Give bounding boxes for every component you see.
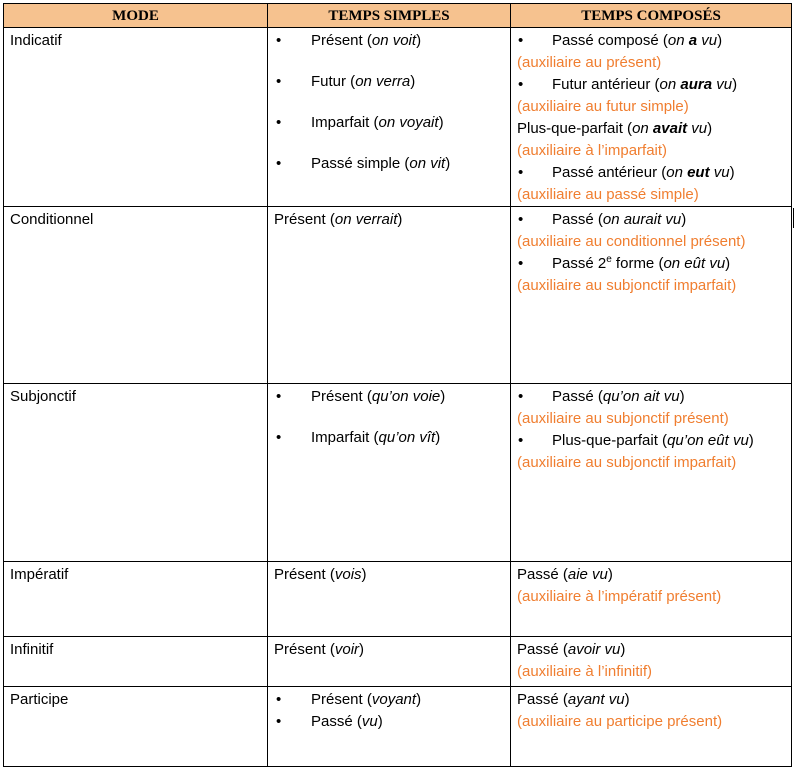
auxiliary-note: (auxiliaire au conditionnel présent) bbox=[517, 233, 746, 250]
list-item: Passé (aie vu) bbox=[517, 566, 613, 583]
list-item: • Imparfait (qu’on vît) bbox=[274, 427, 504, 449]
list-item: • Passé (qu’on ait vu) bbox=[517, 386, 785, 408]
list-item: • Présent (on voit) bbox=[274, 30, 504, 52]
list-item: • Passé (on aurait vu) bbox=[517, 209, 785, 231]
simples-list bbox=[274, 30, 504, 175]
list-item: • Imparfait (on voyait) bbox=[274, 112, 504, 134]
auxiliary-note: (auxiliaire au passé simple) bbox=[517, 186, 699, 203]
header-row bbox=[4, 4, 792, 28]
conjugation-table bbox=[3, 3, 792, 767]
row-imperatif bbox=[4, 562, 792, 637]
simples-cell bbox=[268, 28, 511, 207]
simples-cell bbox=[268, 562, 511, 637]
header-mode: MODE bbox=[4, 4, 268, 28]
table-edge-mark bbox=[793, 208, 794, 228]
list-item: • Futur (on verra) bbox=[274, 71, 504, 93]
composes-cell bbox=[511, 687, 792, 767]
auxiliary-note: (auxiliaire au subjonctif imparfait) bbox=[517, 277, 737, 294]
auxiliary-note: (auxiliaire au présent) bbox=[517, 54, 662, 71]
list-item: • Présent (qu’on voie) bbox=[274, 386, 504, 408]
list-item: • Présent (voyant) bbox=[274, 689, 504, 711]
simples-list bbox=[274, 386, 504, 449]
auxiliary-note: (auxiliaire au participe présent) bbox=[517, 713, 723, 730]
row-conditionnel bbox=[4, 207, 792, 384]
list-item: • Passé composé (on a vu) bbox=[517, 30, 785, 52]
simples-list bbox=[274, 689, 504, 733]
auxiliary-note: (auxiliaire à l’infinitif) bbox=[517, 663, 653, 680]
header-temps-simples: TEMPS SIMPLES bbox=[268, 4, 511, 28]
auxiliary-note: (auxiliaire au subjonctif présent) bbox=[517, 410, 729, 427]
row-subjonctif bbox=[4, 384, 792, 562]
mode-cell: Indicatif bbox=[4, 28, 268, 207]
mode-cell: Conditionnel bbox=[4, 207, 268, 384]
header-temps-composes: TEMPS COMPOSÉS bbox=[511, 4, 792, 28]
list-item: Présent (on verrait) bbox=[274, 211, 403, 228]
simples-cell bbox=[268, 637, 511, 687]
composes-cell bbox=[511, 207, 792, 384]
mode-cell: Subjonctif bbox=[4, 384, 268, 562]
list-item: • Futur antérieur (on aura vu) bbox=[517, 74, 785, 96]
list-item: Présent (vois) bbox=[274, 566, 367, 583]
row-participe bbox=[4, 687, 792, 767]
simples-cell bbox=[268, 384, 511, 562]
list-item: • Plus-que-parfait (qu’on eût vu) bbox=[517, 430, 785, 452]
composes-cell bbox=[511, 28, 792, 207]
auxiliary-note: (auxiliaire à l’imparfait) bbox=[517, 142, 668, 159]
mode-cell: Participe bbox=[4, 687, 268, 767]
simples-cell bbox=[268, 207, 511, 384]
mode-cell: Impératif bbox=[4, 562, 268, 637]
auxiliary-note: (auxiliaire à l’impératif présent) bbox=[517, 588, 722, 605]
list-item: • Passé simple (on vit) bbox=[274, 153, 504, 175]
row-infinitif bbox=[4, 637, 792, 687]
auxiliary-note: (auxiliaire au subjonctif imparfait) bbox=[517, 454, 737, 471]
list-item: Passé (ayant vu) bbox=[517, 691, 630, 708]
list-item: Présent (voir) bbox=[274, 641, 365, 658]
list-item: Plus-que-parfait (on avait vu) bbox=[517, 120, 713, 137]
composes-cell bbox=[511, 637, 792, 687]
row-indicatif bbox=[4, 28, 792, 207]
mode-cell: Infinitif bbox=[4, 637, 268, 687]
list-item: • Passé antérieur (on eut vu) bbox=[517, 162, 785, 184]
list-item: Passé (avoir vu) bbox=[517, 641, 626, 658]
composes-cell bbox=[511, 384, 792, 562]
simples-cell bbox=[268, 687, 511, 767]
list-item: • Passé 2e forme (on eût vu) bbox=[517, 253, 785, 275]
composes-cell bbox=[511, 562, 792, 637]
list-item: • Passé (vu) bbox=[274, 711, 504, 733]
auxiliary-note: (auxiliaire au futur simple) bbox=[517, 98, 689, 115]
